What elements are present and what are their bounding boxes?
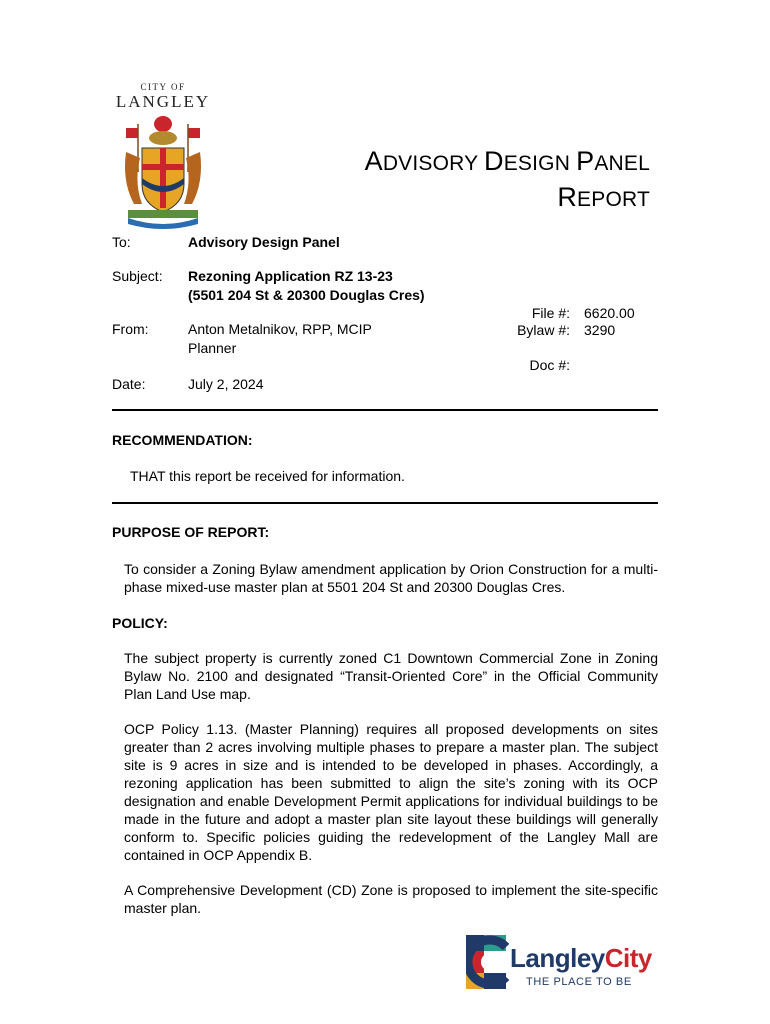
bylaw-value: 3290 [584, 322, 616, 338]
policy-paragraph-2: OCP Policy 1.13. (Master Planning) requires all proposed developments on sites greater than 2 acres involving multiple phases to prepare a master plan. The subject site is 9 acres in size and is intended to be developed in phases. Accordingly, a rezoning application has been submitted to align the site’s zoning with its OCP designation and enable Development Permit applications for individual buildings to be made in the future and adopt a master plan site layout these buildings will generally conform to. Specific policies guiding the redevelopment of the Langley Mall are contained in OCP Appendix B. [124, 721, 658, 863]
from-line-1: Anton Metalnikov, RPP, MCIP [188, 321, 372, 337]
policy-paragraph-1: The subject property is currently zoned C1 Downtown Commercial Zone in Zoning Bylaw No. 2100 and designated “Transit-Oriented Core” in the Official Community Plan Land Use map. [124, 650, 658, 702]
subject-label: Subject: [112, 268, 163, 284]
crest-city-of: CITY OF [140, 82, 186, 92]
from-label: From: [112, 321, 149, 337]
doc-label: Doc #: [529, 357, 570, 373]
coat-of-arms-icon [120, 112, 206, 230]
langley-city-logo [466, 935, 656, 993]
purpose-heading: PURPOSE OF REPORT: [112, 524, 270, 540]
from-line-2: Planner [188, 340, 237, 356]
divider [112, 409, 658, 411]
langley-city-mark-icon [466, 935, 514, 989]
logo-tagline: THE PLACE TO BE [526, 976, 632, 988]
to-value: Advisory Design Panel [188, 234, 340, 250]
bylaw-label: Bylaw #: [517, 322, 570, 338]
logo-wordmark: LangleyCity [510, 943, 652, 973]
policy-paragraph-3: A Comprehensive Development (CD) Zone is proposed to implement the site-specific master plan. [124, 882, 658, 916]
subject-line-1: Rezoning Application RZ 13-23 [188, 268, 393, 284]
report-title-line2: REPORT [557, 182, 650, 212]
recommendation-heading: RECOMMENDATION: [112, 432, 253, 448]
purpose-text: To consider a Zoning Bylaw amendment application by Orion Construction for a multi-phase mixed-use master plan at 5501 204 St and 20300 Douglas Cres. [124, 561, 658, 595]
date-label: Date: [112, 376, 146, 392]
file-value: 6620.00 [584, 305, 635, 321]
policy-heading: POLICY: [112, 615, 168, 631]
divider [112, 502, 658, 504]
subject-line-2: (5501 204 St & 20300 Douglas Cres) [188, 287, 425, 303]
city-crest [112, 82, 214, 232]
report-title-line1: ADVISORY DESIGN PANEL [364, 146, 650, 176]
date-value: July 2, 2024 [188, 376, 264, 392]
to-label: To: [112, 234, 131, 250]
crest-name: LANGLEY [115, 92, 211, 111]
recommendation-text: THAT this report be received for information. [130, 468, 405, 484]
file-label: File #: [531, 305, 570, 321]
